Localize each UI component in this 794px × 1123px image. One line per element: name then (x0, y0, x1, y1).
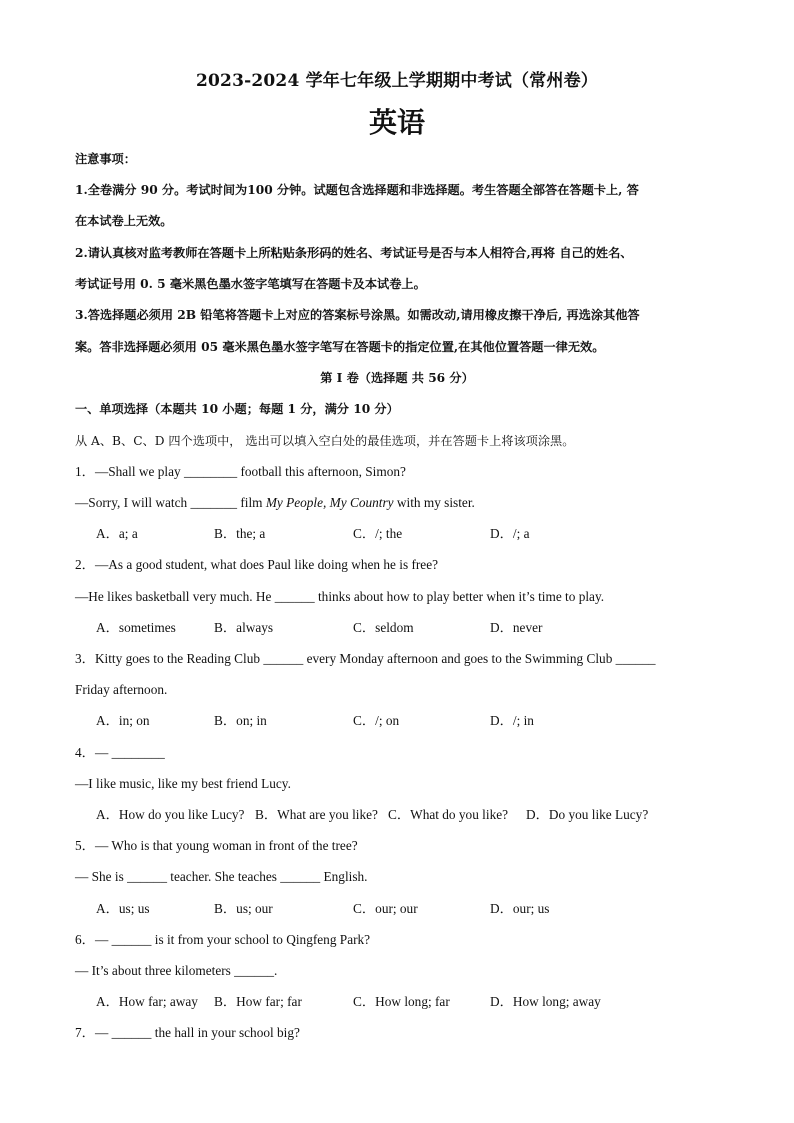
question-3-option-a: A．in; on (96, 713, 150, 728)
notes-heading: 注意事项： (75, 152, 136, 166)
question-6-option-a: A．How far; away (96, 994, 198, 1009)
exam-title: 2023-2024 学年七年级上学期期中考试（常州卷） (195, 71, 598, 91)
question-6-response: — It’s about three kilometers ______. (75, 963, 278, 978)
question-5-response: — She is ______ teacher. She teaches ______ English. (75, 869, 368, 884)
question-5-option-d: D．our; us (490, 901, 550, 916)
question-5-option-b: B．us; our (214, 901, 273, 916)
question-1-option-b: B．the; a (214, 526, 266, 541)
question-6-prompt: 6．— ______ is it from your school to Qingfeng Park? (75, 932, 371, 947)
question-4-option-b: B．What are you like? (255, 807, 378, 822)
section-title: 一、单项选择（本题共 10 小题；每题 1 分，满分 10 分） (75, 402, 399, 416)
subject-title: 英语 (368, 106, 425, 139)
question-4-option-d: D．Do you like Lucy? (526, 807, 649, 822)
question-1-prompt: 1．—Shall we play ________ football this afternoon, Simon? (75, 464, 406, 479)
question-2-option-d: D．never (490, 620, 543, 635)
question-3-option-b: B．on; in (214, 713, 267, 728)
part-title: 第 I 卷（选择题 共 56 分） (320, 371, 474, 385)
question-3-option-d: D．/; in (490, 713, 534, 728)
question-2-option-b: B．always (214, 620, 274, 635)
question-4-option-a: A．How do you like Lucy? (96, 807, 245, 822)
question-3-prompt-cont: Friday afternoon. (75, 682, 168, 697)
question-4-response: —I like music, like my best friend Lucy. (75, 776, 291, 791)
question-6-option-b: B．How far; far (214, 994, 302, 1009)
question-1-option-a: A．a; a (96, 526, 138, 541)
question-1-option-c: C．/; the (353, 526, 403, 541)
question-6-option-d: D．How long; away (490, 994, 601, 1009)
question-4-option-c: C．What do you like? (388, 807, 509, 822)
question-6-option-c: C．How long; far (353, 994, 450, 1009)
question-3-prompt: 3．Kitty goes to the Reading Club ______ every Monday afternoon and goes to the Swimming Club ______ (75, 651, 656, 666)
question-2-option-c: C．seldom (353, 620, 414, 635)
question-1-option-d: D．/; a (490, 526, 530, 541)
question-2-prompt: 2．—As a good student, what does Paul like doing when he is free? (75, 557, 439, 572)
note-1-line-2: 在本试卷上无效。 (75, 214, 173, 228)
film-title: My People, My Country (265, 495, 394, 510)
question-5-prompt: 5．— Who is that young woman in front of the tree? (75, 838, 358, 853)
note-2-line-2: 考试证号用 0. 5 毫米黑色墨水签字笔填写在答题卡及本试卷上。 (75, 277, 426, 291)
question-5-option-a: A．us; us (96, 901, 150, 916)
question-5-option-c: C．our; our (353, 901, 418, 916)
question-2-response: —He likes basketball very much. He ______ thinks about how to play better when it’s time to play. (75, 589, 605, 604)
question-2-option-a: A．sometimes (96, 620, 176, 635)
note-2-line-1: 2.请认真核对监考教师在答题卡上所粘贴条形码的姓名、考试证号是否与本人相符合,再将 自己的姓名、 (75, 246, 633, 260)
question-7-prompt: 7．— ______ the hall in your school big? (75, 1025, 300, 1040)
note-1-line-1: 1.全卷满分 90 分。考试时间为100 分钟。试题包含选择题和非选择题。考生答题全部答在答题卡上, 答 (75, 183, 639, 197)
question-1-response: —Sorry, I will watch _______ film My People, My Country with my sister. (75, 495, 475, 510)
question-3-option-c: C．/; on (353, 713, 400, 728)
note-3-line-2: 案。答非选择题必须用 05 毫米黑色墨水签字笔写在答题卡的指定位置,在其他位置答题一律无效。 (75, 340, 605, 354)
question-4-prompt: 4．— ________ (75, 745, 165, 760)
note-3-line-1: 3.答选择题必须用 2B 铅笔将答题卡上对应的答案标号涂黑。如需改动,请用橡皮擦干净后, 再选涂其他答 (75, 308, 640, 322)
section-instruction: 从 A、B、C、D 四个选项中， 选出可以填入空白处的最佳选项，并在答题卡上将该项涂黑。 (75, 434, 575, 448)
